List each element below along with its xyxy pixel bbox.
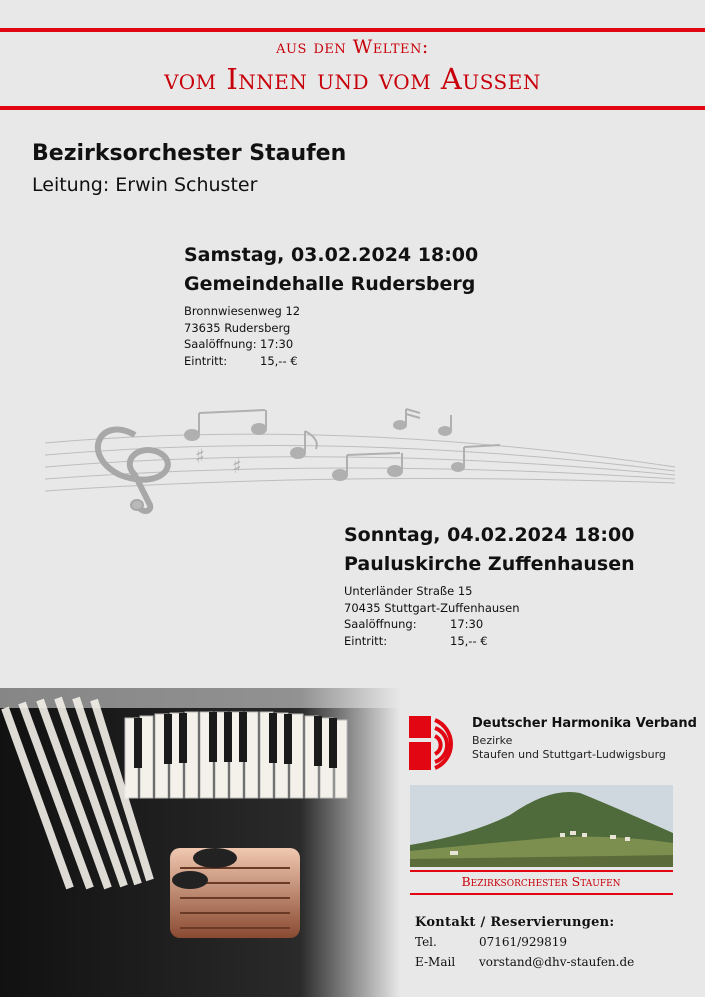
event-2-price-value: 15,-- €	[450, 633, 488, 648]
conductor: Leitung: Erwin Schuster	[32, 174, 258, 196]
title-line-2: vom Innen und vom Aussen	[164, 62, 541, 96]
contact-mail-value[interactable]: vorstand@dhv-staufen.de	[479, 955, 635, 969]
event-2-street: Unterländer Straße 15	[344, 584, 473, 598]
orchestra-banner: Bezirksorchester Staufen	[461, 874, 621, 889]
contact-tel-value[interactable]: 07161/929819	[479, 935, 568, 949]
event-1-price	[184, 353, 478, 370]
contact-tel	[415, 932, 634, 952]
association-name: Deutscher Harmonika Verband	[472, 716, 697, 731]
banner-top-line	[410, 870, 673, 872]
event-2-date: Sonntag, 04.02.2024 18:00	[344, 524, 635, 546]
event-2	[344, 521, 635, 649]
event-1-venue: Gemeindehalle Rudersberg	[184, 273, 476, 295]
event-2-price-label: Eintritt:	[344, 633, 388, 648]
contact-block	[415, 915, 634, 972]
contact-mail	[415, 952, 634, 972]
contact-heading: Kontakt / Reservierungen:	[415, 915, 615, 930]
event-2-city: 70435 Stuttgart-Zuffenhausen	[344, 600, 520, 615]
association-line-2: Bezirke	[472, 734, 513, 747]
event-1-doors-value: 17:30	[260, 337, 294, 351]
banner-bottom-line	[410, 893, 673, 895]
event-2-doors-label: Saalöffnung:	[344, 617, 417, 631]
treble-clef-icon	[98, 430, 168, 511]
association-line-3: Staufen und Stuttgart-Ludwigsburg	[472, 748, 666, 761]
event-2-price	[344, 633, 635, 650]
orchestra-name: Bezirksorchester Staufen	[32, 141, 347, 166]
accordion-photo	[0, 688, 400, 997]
contact-tel-label: Tel.	[415, 935, 437, 949]
title-line-1: aus den Welten:	[276, 36, 429, 58]
music-staff-illustration	[40, 405, 680, 515]
event-1-date: Samstag, 03.02.2024 18:00	[184, 244, 479, 266]
association-text	[472, 716, 697, 762]
event-1-price-value: 15,-- €	[260, 353, 298, 368]
event-1-street: Bronnwiesenweg 12	[184, 304, 301, 318]
event-1-price-label: Eintritt:	[184, 353, 228, 368]
event-1-city: 73635 Rudersberg	[184, 320, 291, 335]
landscape-image	[410, 785, 673, 867]
contact-mail-label: E-Mail	[415, 955, 456, 969]
event-1	[184, 241, 478, 369]
header-top-line	[0, 28, 705, 32]
svg-text:♯: ♯	[232, 454, 242, 478]
event-2-doors-value: 17:30	[450, 617, 484, 631]
event-1-doors	[184, 336, 478, 353]
event-1-doors-label: Saalöffnung:	[184, 337, 257, 351]
header-bottom-line	[0, 106, 705, 110]
dhv-logo-icon	[409, 716, 463, 770]
event-2-venue: Pauluskirche Zuffenhausen	[344, 553, 635, 575]
event-2-doors	[344, 616, 635, 633]
svg-text:♯: ♯	[195, 444, 205, 468]
